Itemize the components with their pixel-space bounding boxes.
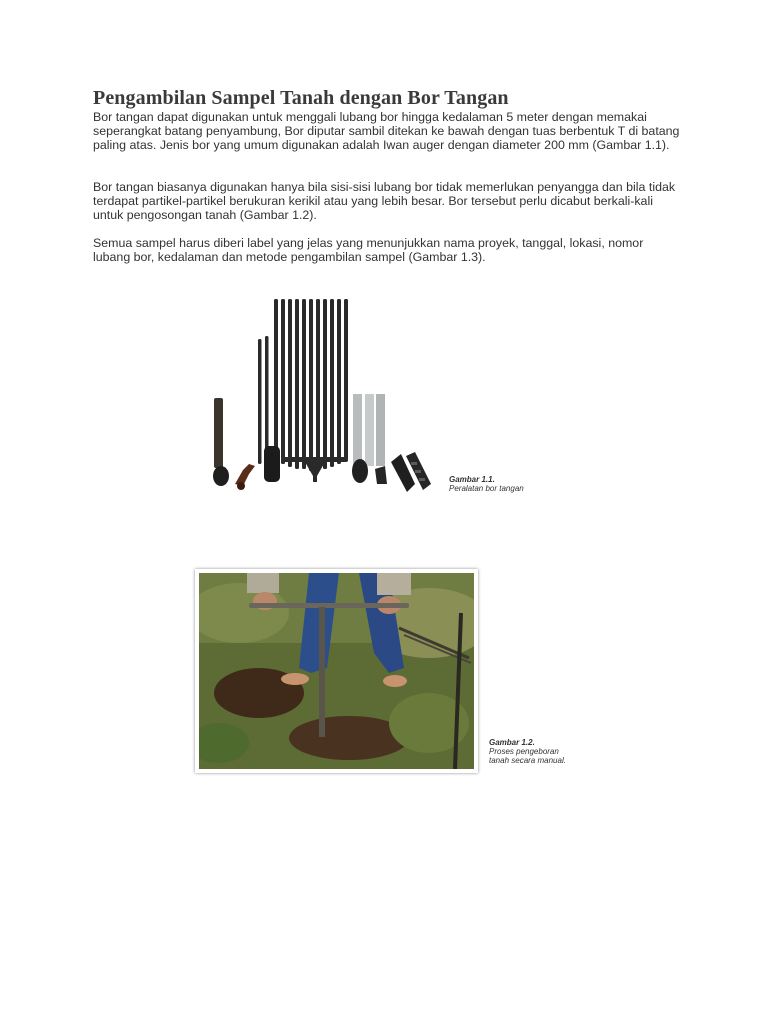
page-title: Pengambilan Sampel Tanah dengan Bor Tangan [93, 87, 509, 109]
figure-2-caption [489, 738, 599, 765]
manual-drilling-photo [195, 569, 478, 773]
figure-1-caption-text: Peralatan bor tangan [449, 484, 524, 493]
hand-auger-equipment-image [205, 294, 450, 496]
figure-1-caption-title: Gambar 1.1. [449, 475, 495, 484]
paragraph-1: Bor tangan dapat digunakan untuk menggali lubang bor hingga kedalaman 5 meter dengan memakai seperangkat batang penyambung, Bor diputar sambil ditekan ke bawah dengan tuas berbentuk T di batang paling atas. Jenis bor yang umum digunakan adalah Iwan auger dengan diameter 200 mm (Gambar 1.1). [93, 110, 680, 152]
figure-2-caption-line-1: Proses pengeboran [489, 747, 559, 756]
paragraph-3: Semua sampel harus diberi label yang jelas yang menunjukkan nama proyek, tanggal, lokasi, nomor lubang bor, kedalaman dan metode pengambilan sampel (Gambar 1.3). [93, 236, 644, 264]
figure-1-caption [449, 475, 549, 493]
manual-drilling-illustration [199, 573, 474, 769]
paragraph-2: Bor tangan biasanya digunakan hanya bila sisi-sisi lubang bor tidak memerlukan penyangga dan bila tidak terdapat partikel-partikel berukuran kerikil atau yang lebih besar. Bor tersebut perlu dicabut berkali-kali untuk pengosongan tanah (Gambar 1.2). [93, 180, 676, 222]
figure-2-caption-title: Gambar 1.2. [489, 738, 535, 747]
figure-2-caption-line-2: tanah secara manual. [489, 756, 566, 765]
